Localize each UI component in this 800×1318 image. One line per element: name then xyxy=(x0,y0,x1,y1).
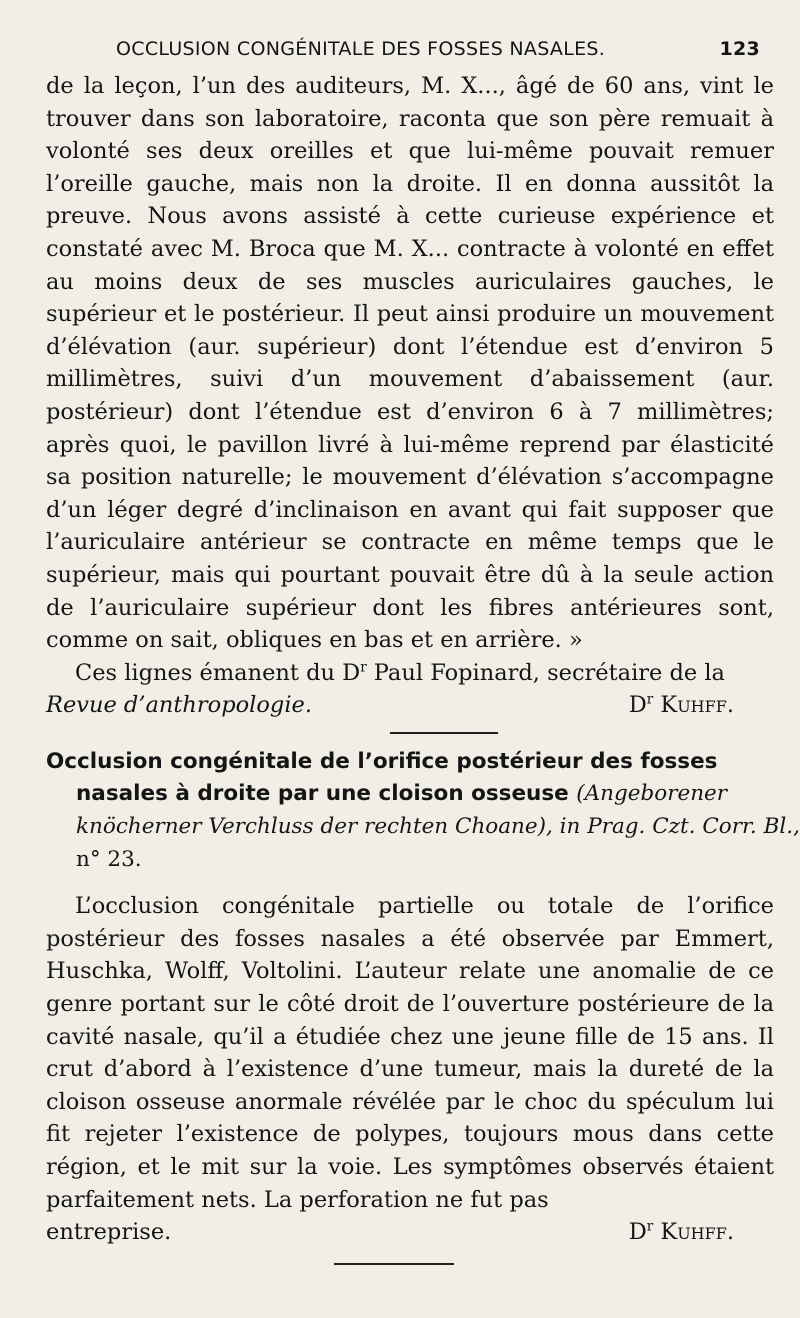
article-body: L’occlusion congénitale partielle ou totale de l’orifice postérieur des fosses nasales a été observée par Emmert, Huschka, Wolff, Voltolini. L’auteur relate une anomalie de ce genre portant sur le côté droit de l’ouverture postérieure de la cavité nasale, qu’il a étudiée chez une jeune fille de 15 ans. Il crut d’abord à l’existence d’une tumeur, mais la dureté de la cloison osseuse anormale révélée par le choc du spéculum lui fit rejeter l’existence de polypes, toujours mous dans cette région, et le mit sur la voie. Les symptômes observés étaient parfaitement nets. La perforation ne fut pas xyxy=(46,893,774,1213)
attribution-line: Ces lignes émanent du $D^r$ Paul Fopinard, secrétaire de la xyxy=(75,659,725,686)
page-header xyxy=(46,30,770,70)
running-title: OCCLUSION CONGÉNITALE DES FOSSES NASALES. xyxy=(116,38,606,60)
article-signature: $D^r$ Kuhff. xyxy=(628,1218,734,1246)
page-number: 123 xyxy=(719,38,760,60)
journal-name: Revue d’anthropologie. xyxy=(46,692,312,719)
quote-paragraph: de la leçon, l’un des auditeurs, M. X..., âgé de 60 ans, vint le trouver dans son laboratoire, raconta que son père remuait à volonté ses deux oreilles et que lui-même pouvait remuer l’oreille gauche, mais non la droite. Il en donna aussitôt la preuve. Nous avons assisté à cette curieuse expérience et constaté avec M. Broca que M. X... contracte à volonté en effet au moins deux de ses muscles auriculaires gauches, le supérieur et le postérieur. Il peut ainsi produire un mouvement d’élévation (aur. supérieur) dont l’étendue est d’environ 5 millimètres, suivi d’un mouvement d’abaissement (aur. postérieur) dont l’étendue est d’environ 6 à 7 millimètres; après quoi, le pavillon livré à lui-même reprend par élasticité sa position naturelle; le mouvement d’élévation s’accompagne d’un léger degré d’inclinaison en avant qui fait supposer que l’auriculaire antérieur se contracte en même temps que le supérieur, mais qui pourtant pouvait être dû à la seule action de l’auriculaire supérieur dont les fibres antérieures sont, comme on sait, obliques en bas et en arrière. » xyxy=(46,73,774,654)
end-divider xyxy=(334,1263,454,1265)
article-title: Occlusion congénitale de l’orifice postérieur des fosses nasales à droite par une cloison osseuse (Angeborener knöcherner Verchluss der rechten Choane), in Prag. Czt. Corr. Bl., n° 23. xyxy=(46,748,800,872)
signature: $D^r$ Kuhff. xyxy=(628,691,734,719)
article-subtitle: (Angeborener knöcherner Verchluss der rechten Choane), in Prag. Czt. Corr. Bl., xyxy=(76,781,800,840)
article-end-row xyxy=(46,1216,774,1249)
article-last-line: entreprise. xyxy=(46,1219,172,1246)
section-divider xyxy=(390,732,498,734)
attribution-signature-row xyxy=(46,689,774,722)
